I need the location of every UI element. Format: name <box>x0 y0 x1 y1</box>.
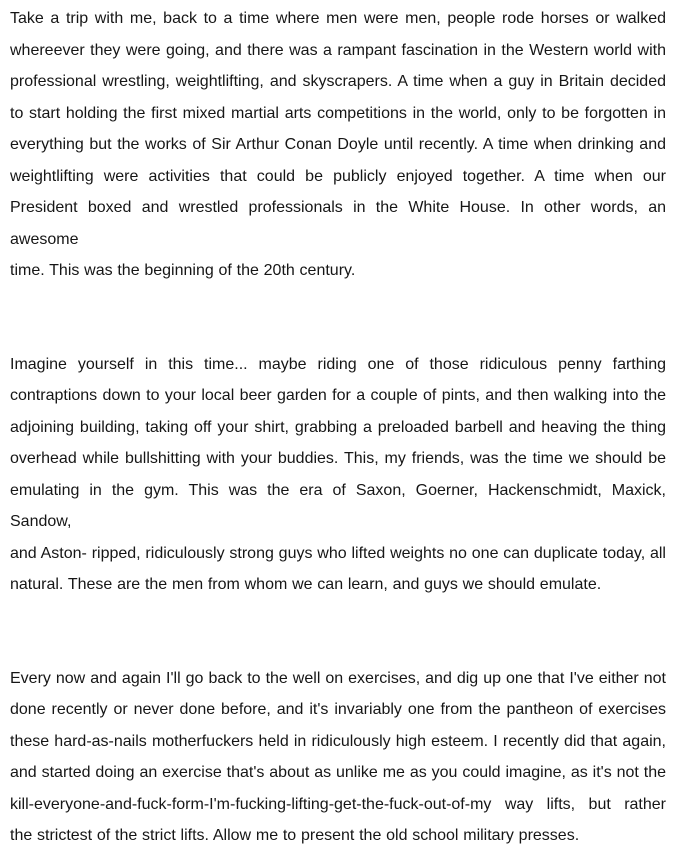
text-line: professional wrestling, weightlifting, and skyscrapers. A time when a guy in Britain decided <box>10 73 666 90</box>
text-line: weightlifting were activities that could be publicly enjoyed together. A time when our <box>10 167 666 185</box>
text-line: kill-everyone-and-fuck-form-I'm-fucking-lifting-get-the-fuck-out-of-my way lifts, but rather <box>10 795 666 813</box>
text-line: the strictest of the strict lifts. Allow me to present the old school military presses. <box>10 827 580 844</box>
text-line: and started doing an exercise that's about as unlike me as you could imagine, as it's not the <box>10 764 666 781</box>
text-line: Take a trip with me, back to a time where men were men, people rode horses or walked <box>10 10 666 27</box>
text-line: to start holding the first mixed martial arts competitions in the world, only to be forgotten in <box>10 104 666 122</box>
text-line: adjoining building, taking off your shirt, grabbing a preloaded barbell and heaving the thing <box>10 418 666 436</box>
text-line: contraptions down to your local beer garden for a couple of pints, and then walking into the <box>10 387 666 404</box>
text-line: whereever they were going, and there was a rampant fascination in the Western world with <box>10 41 666 59</box>
text-line: done recently or never done before, and it's invariably one from the pantheon of exercises <box>10 701 666 718</box>
text-line: overhead while bullshitting with your buddies. This, my friends, was the time we should be <box>10 450 666 467</box>
paragraph <box>10 663 666 852</box>
text-line: natural. These are the men from whom we can learn, and guys we should emulate. <box>10 576 602 593</box>
text-line: and Aston- ripped, ridiculously strong guys who lifted weights no one can duplicate today, all <box>10 544 666 562</box>
text-line: these hard-as-nails motherfuckers held in ridiculously high esteem. I recently did that again, <box>10 732 666 750</box>
text-line: Every now and again I'll go back to the well on exercises, and dig up one that I've either not <box>10 669 666 687</box>
paragraph <box>10 3 666 287</box>
text-line: President boxed and wrestled professionals in the White House. In other words, an awesome <box>10 199 666 248</box>
text-line: Imagine yourself in this time... maybe riding one of those ridiculous penny farthing <box>10 355 666 373</box>
text-line: emulating in the gym. This was the era of Saxon, Goerner, Hackenschmidt, Maxick, Sandow, <box>10 481 666 530</box>
text-line: everything but the works of Sir Arthur Conan Doyle until recently. A time when drinking and <box>10 136 666 153</box>
text-line: time. This was the beginning of the 20th century. <box>10 262 356 279</box>
paragraph <box>10 349 666 601</box>
